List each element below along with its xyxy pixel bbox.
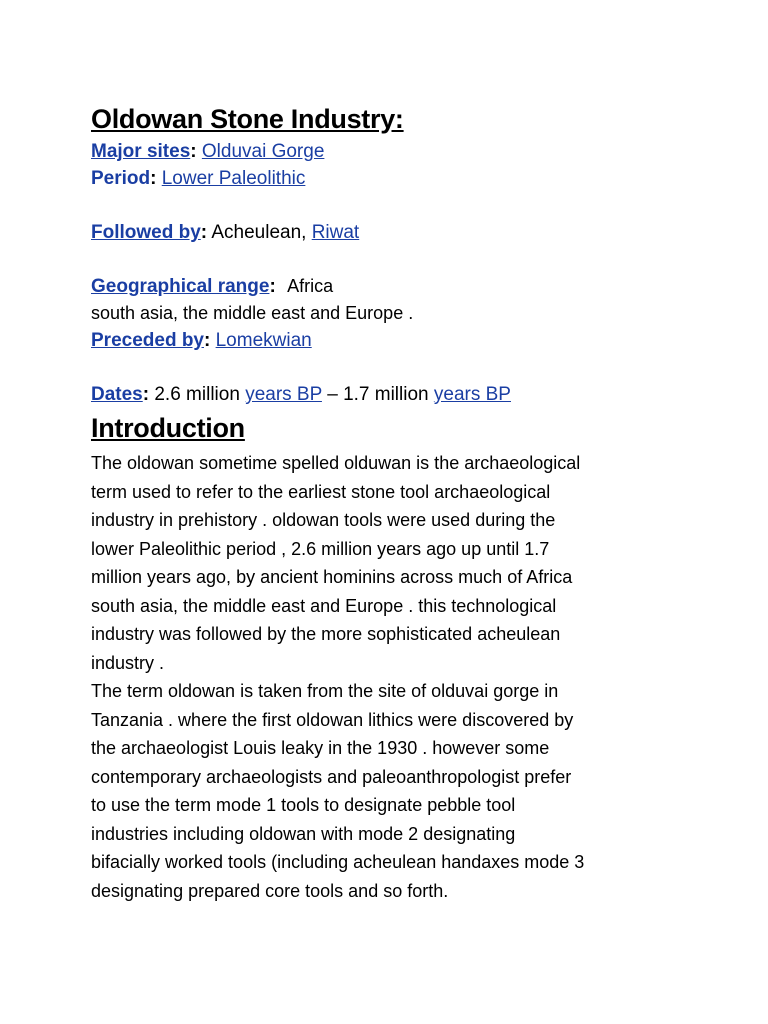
followed-by-acheulean: Acheulean,	[211, 222, 307, 243]
period-row	[91, 165, 731, 192]
followed-by-label[interactable]: Followed by	[91, 222, 201, 243]
intro-line: designating prepared core tools and so forth.	[91, 880, 449, 901]
geographical-range-label[interactable]: Geographical range	[91, 276, 270, 297]
introduction-body	[91, 449, 731, 905]
geographical-range-continuation: south asia, the middle east and Europe .	[91, 303, 414, 323]
geographical-range-row	[91, 273, 731, 300]
years-bp-link-end[interactable]: years BP	[433, 384, 511, 405]
intro-line: industries including oldowan with mode 2 designating	[91, 823, 516, 844]
major-sites-row	[91, 138, 731, 165]
intro-line: lower Paleolithic period , 2.6 million years ago up until 1.7	[91, 538, 550, 559]
document-page	[91, 100, 731, 905]
dates-colon: :	[142, 384, 150, 405]
intro-line: The term oldowan is taken from the site of olduvai gorge in	[91, 681, 559, 701]
intro-line: south asia, the middle east and Europe . this technological	[91, 595, 557, 616]
dates-start: 2.6 million	[154, 384, 240, 405]
major-sites-colon: :	[190, 141, 197, 162]
riwat-link[interactable]: Riwat	[311, 222, 360, 243]
intro-line: to use the term mode 1 tools to designate pebble tool	[91, 795, 516, 815]
lomekwian-link[interactable]: Lomekwian	[215, 330, 312, 351]
lower-paleolithic-link[interactable]: Lower Paleolithic	[161, 168, 306, 189]
dates-separator: – 1.7 million	[327, 384, 429, 405]
period-label: Period	[91, 168, 151, 189]
intro-line: contemporary archaeologists and paleoanthropologist prefer	[91, 766, 572, 787]
intro-line: term used to refer to the earliest stone tool archaeological	[91, 481, 551, 502]
major-sites-label[interactable]: Major sites	[91, 141, 191, 162]
intro-line: industry .	[91, 652, 165, 673]
followed-by-row	[91, 219, 731, 246]
preceded-by-label[interactable]: Preceded by	[91, 330, 204, 351]
dates-label[interactable]: Dates	[91, 384, 143, 405]
dates-row	[91, 381, 731, 408]
preceded-by-row	[91, 327, 731, 354]
intro-line: industry in prehistory . oldowan tools were used during the	[91, 510, 556, 530]
geographical-range-colon: :	[269, 276, 276, 297]
intro-line: the archaeologist Louis leaky in the 1930 . however some	[91, 738, 550, 758]
intro-line: Tanzania . where the first oldowan lithics were discovered by	[91, 709, 574, 730]
followed-by-colon: :	[200, 222, 208, 243]
intro-line: The oldowan sometime spelled olduwan is the archaeological	[91, 453, 581, 473]
geographical-range-africa: Africa	[287, 276, 334, 296]
intro-line: industry was followed by the more sophisticated acheulean	[91, 624, 561, 644]
years-bp-link-start[interactable]: years BP	[245, 384, 322, 405]
intro-line: million years ago, by ancient hominins across much of Africa	[91, 567, 573, 587]
intro-line: bifacially worked tools (including acheulean handaxes mode 3	[91, 852, 585, 872]
preceded-by-colon: :	[204, 330, 211, 351]
olduvai-gorge-link[interactable]: Olduvai Gorge	[201, 141, 325, 162]
introduction-heading: Introduction	[91, 413, 245, 443]
period-colon: :	[150, 168, 157, 189]
document-title: Oldowan Stone Industry:	[91, 104, 404, 134]
